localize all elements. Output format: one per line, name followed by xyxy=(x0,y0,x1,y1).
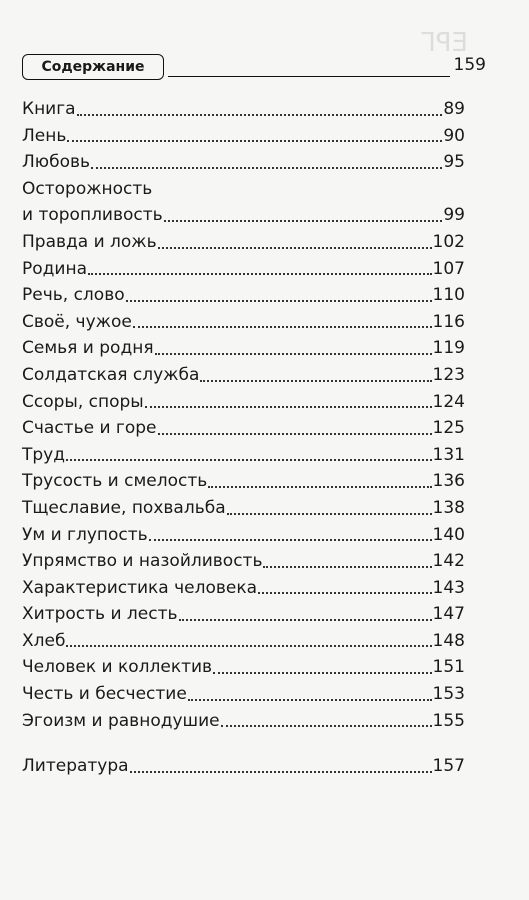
toc-entry-page: 90 xyxy=(443,125,465,146)
toc-entry-title: Лень xyxy=(22,125,67,146)
toc-entry xyxy=(22,149,465,176)
bleed-through: ЕРГ xyxy=(420,28,468,58)
toc-entry-title: Тщеславие, похвальба xyxy=(22,497,226,518)
toc-entry-page: 151 xyxy=(432,657,465,678)
toc-entry-page: 95 xyxy=(443,152,465,173)
toc-entry xyxy=(22,575,465,602)
leader-dots xyxy=(258,584,431,594)
toc-entry-page: 155 xyxy=(432,710,465,731)
toc-entry-page: 125 xyxy=(432,418,465,439)
toc-entry xyxy=(22,389,465,416)
toc-entry-page: 107 xyxy=(432,258,465,279)
toc-entry-page: 110 xyxy=(432,285,465,306)
toc-entry-title: Счастье и горе xyxy=(22,418,157,439)
leader-dots xyxy=(158,239,432,249)
toc-entry xyxy=(22,601,465,628)
toc-entry-title: Человек и коллектив xyxy=(22,657,213,678)
toc-entry xyxy=(22,362,465,389)
leader-dots xyxy=(66,637,431,647)
page-number: 159 xyxy=(453,55,486,75)
leader-dots xyxy=(145,398,432,408)
leader-dots xyxy=(263,558,431,568)
leader-dots xyxy=(91,159,442,169)
leader-dots xyxy=(149,531,432,541)
toc-entry-title: Литература xyxy=(22,756,129,777)
toc-entry-literature xyxy=(22,753,465,780)
toc-entry-title: Своё, чужое xyxy=(22,311,132,332)
toc-entry-title: Любовь xyxy=(22,152,91,173)
toc-entry xyxy=(22,654,465,681)
toc-entry-page: 140 xyxy=(432,524,465,545)
toc-entry-title: Хлеб xyxy=(22,630,66,651)
toc-entry-page: 123 xyxy=(432,364,465,385)
leader-dots xyxy=(66,451,432,461)
toc-entry-title-line1: Осторожность xyxy=(22,178,153,199)
toc-entry-title: Родина xyxy=(22,258,87,279)
leader-dots xyxy=(133,318,432,328)
toc-entry-title: Характеристика человека xyxy=(22,577,258,598)
toc-entry-page: 157 xyxy=(432,756,465,777)
toc-entry-title: Трусость и смелость xyxy=(22,471,208,492)
toc-entry xyxy=(22,335,465,362)
toc-entry xyxy=(22,256,465,283)
leader-dots xyxy=(88,265,432,275)
toc-entry-title: Солдатская служба xyxy=(22,364,200,385)
toc-entry xyxy=(22,123,465,150)
leader-dots xyxy=(227,505,432,515)
toc-entry xyxy=(22,495,465,522)
toc-entry-page: 124 xyxy=(432,391,465,412)
toc-entry xyxy=(22,628,465,655)
toc-entry xyxy=(22,229,465,256)
toc-entry-title: Труд xyxy=(22,444,65,465)
toc-entry-page: 138 xyxy=(432,497,465,518)
toc-entry-page: 102 xyxy=(432,231,465,252)
toc-entry-title: Упрямство и назойливость xyxy=(22,551,263,572)
toc-entry-page: 131 xyxy=(432,444,465,465)
leader-dots xyxy=(158,425,432,435)
toc-entry-title: Семья и родня xyxy=(22,338,154,359)
leader-dots xyxy=(130,763,432,773)
toc-entry-page: 136 xyxy=(432,471,465,492)
toc-entry-page: 147 xyxy=(432,604,465,625)
toc-entry xyxy=(22,681,465,708)
toc-entry xyxy=(22,415,465,442)
leader-dots xyxy=(221,717,432,727)
toc-entry xyxy=(22,708,465,735)
leader-dots xyxy=(200,372,431,382)
toc-entry-page: 153 xyxy=(432,684,465,705)
leader-dots xyxy=(126,292,432,302)
toc-entry xyxy=(22,96,465,123)
toc-entry-page: 143 xyxy=(432,577,465,598)
toc-entry-page: 148 xyxy=(432,630,465,651)
toc-entry xyxy=(22,442,465,469)
toc-entry-page: 89 xyxy=(443,99,465,119)
leader-dots xyxy=(213,664,431,674)
toc-entry-title: и торопливость xyxy=(22,205,163,226)
toc-entry-title: Правда и ложь xyxy=(22,231,157,252)
toc-entry-title: Ссоры, споры xyxy=(22,391,144,412)
leader-dots xyxy=(208,478,431,488)
toc-entry xyxy=(22,548,465,575)
toc-entry-page: 116 xyxy=(432,311,465,332)
section-gap xyxy=(22,734,465,753)
leader-dots xyxy=(164,212,443,222)
toc-entry-title: Эгоизм и равнодушие xyxy=(22,710,220,731)
toc-entry-title: Честь и бесчестие xyxy=(22,684,187,705)
leader-dots xyxy=(188,691,432,701)
table-of-contents xyxy=(22,96,465,780)
toc-entry-page: 99 xyxy=(443,205,465,226)
toc-entry-title: Хитрость и лесть xyxy=(22,604,178,625)
leader-dots xyxy=(67,132,442,142)
toc-entry xyxy=(22,468,465,495)
leader-dots xyxy=(155,345,432,355)
toc-entry-title: Речь, слово xyxy=(22,285,125,306)
leader-dots xyxy=(179,611,432,621)
toc-entry xyxy=(22,522,465,549)
toc-entry-title: Ум и глупость xyxy=(22,524,148,545)
toc-entry-page: 142 xyxy=(432,551,465,572)
section-title: Содержание xyxy=(22,54,164,80)
toc-entry xyxy=(22,309,465,336)
toc-entry-title: Книга xyxy=(22,99,76,119)
leader-dots xyxy=(77,106,443,116)
header-rule xyxy=(168,76,450,77)
page-header xyxy=(22,54,486,84)
toc-entry-page: 119 xyxy=(432,338,465,359)
toc-entry xyxy=(22,176,465,229)
toc-entry xyxy=(22,282,465,309)
